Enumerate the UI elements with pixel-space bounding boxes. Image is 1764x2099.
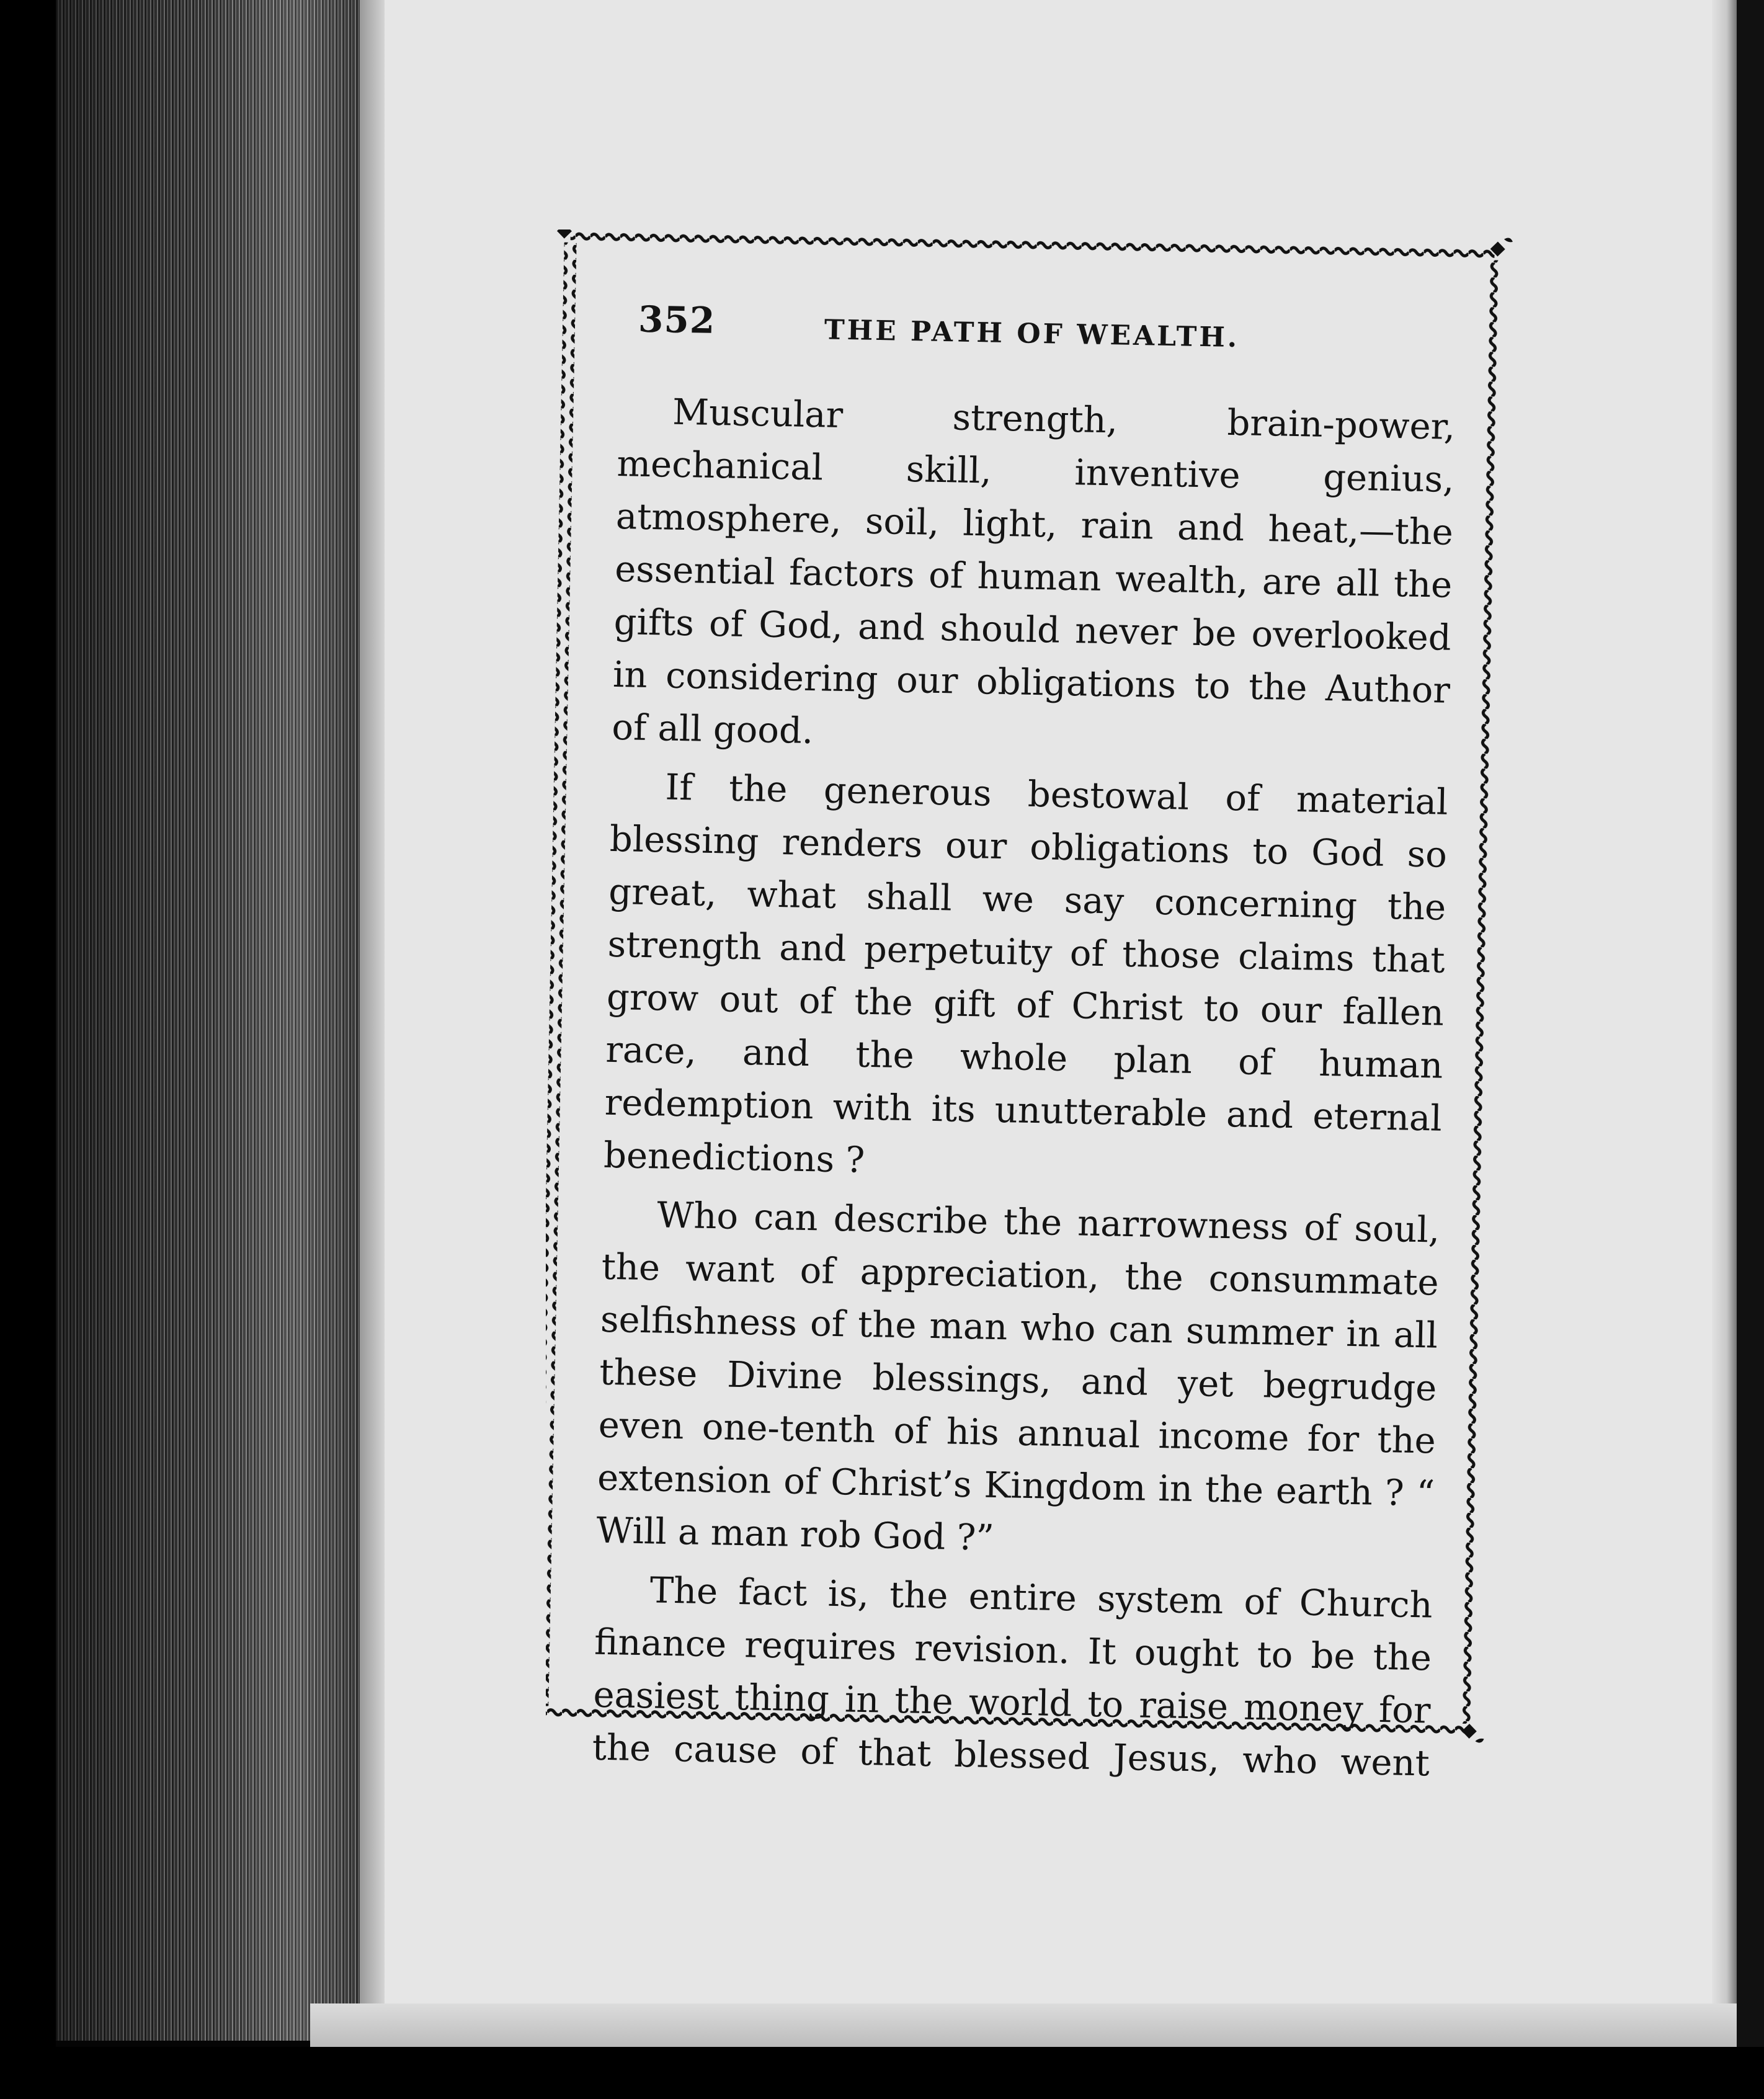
page-number: 352 — [638, 298, 716, 342]
right-shadow — [1737, 0, 1764, 2099]
book-gutter — [360, 0, 385, 2034]
page-content — [592, 292, 1457, 1785]
border-left — [546, 243, 577, 1706]
book-page-edges — [56, 0, 378, 2041]
page-bottom-edge — [310, 2003, 1749, 2047]
running-title: THE PATH OF WEALTH. — [824, 314, 1240, 354]
left-shadow — [0, 0, 56, 2099]
border-top — [571, 230, 1495, 261]
page-right-edge — [1712, 0, 1737, 2047]
bottom-shadow — [0, 2047, 1764, 2099]
body-text — [592, 385, 1456, 1790]
corner-ornament-icon — [550, 230, 572, 239]
paragraph: If the generous bestowal of material blessing renders our obligations to God so great, what shall we say concerning the strength and perpetuity of those claims that grow out of the gift of Christ to our fallen race, and the whole plan of human redemption with its unutterable and eternal benedictions ? — [603, 766, 1449, 1181]
paragraph: Muscular strength, brain-power, mechanical skill, inventive genius, atmosphere, soil, light, rain and heat,—the essential factors of human wealth, are all the gifts of God, and should never be overlooked in considering our obligations to the Author of all good. — [611, 391, 1456, 752]
paragraph: The fact is, the entire system of Church finance requires revision. It ought to be the easiest thing in the world to raise money for the cause of that blessed Jesus, who went — [592, 1569, 1433, 1785]
paragraph: Who can describe the narrowness of soul, the want of appreciation, the consummate selfishness of the man who can summer in all these Divine blessings, and yet begrudge even one-tenth of his annual income for the extension of Christ’s Kingdom in the earth ? “ Will a man rob God ?” — [596, 1194, 1440, 1559]
border-right — [1460, 260, 1500, 1724]
